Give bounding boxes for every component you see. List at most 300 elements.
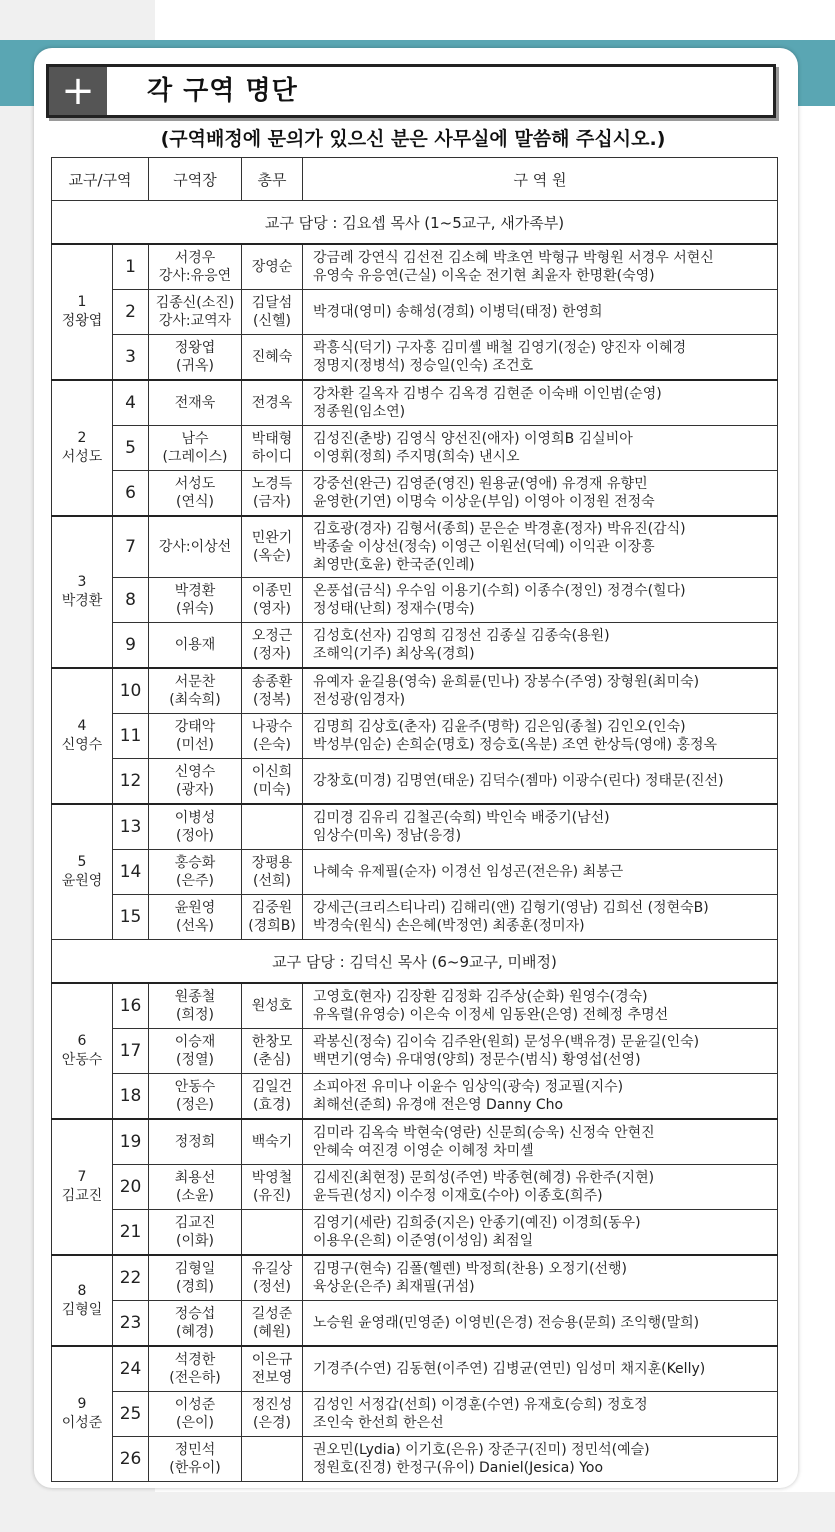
members-cell	[303, 1210, 778, 1256]
treasurer-cell	[242, 1029, 303, 1074]
table-row	[52, 290, 778, 335]
members-line: 김성진(춘방) 김영식 양선진(애자) 이영희B 김실비아	[313, 431, 633, 447]
treasurer-name: 길성준	[251, 1306, 293, 1322]
district-cell	[52, 983, 113, 1119]
zone-leader-cell	[149, 516, 242, 578]
members-line: 김미라 김옥숙 박현숙(영란) 신문희(승욱) 신정숙 안현진	[313, 1125, 655, 1141]
members-cell	[303, 1074, 778, 1120]
zone-leader-name: (최숙희)	[169, 692, 221, 708]
treasurer-name: (신헬)	[253, 313, 291, 329]
table-row	[52, 426, 778, 471]
members-cell	[303, 759, 778, 805]
zone-leader-name: 정승섭	[174, 1306, 216, 1322]
zone-leader-cell	[149, 668, 242, 714]
zone-leader-cell	[149, 1029, 242, 1074]
title-bar	[46, 64, 776, 118]
members-cell	[303, 1165, 778, 1210]
zone-number: 17	[113, 1029, 149, 1074]
members-line: 박성부(임순) 손희순(명호) 정승호(옥분) 조연 한상득(영애) 홍정옥	[313, 737, 718, 753]
members-line: 백면기(영숙) 유대영(양희) 정문수(범식) 황영섭(선영)	[313, 1052, 641, 1068]
treasurer-name: 이은규	[251, 1352, 293, 1368]
treasurer-name: 원성호	[251, 998, 293, 1014]
zone-leader-name: 최용선	[174, 1170, 216, 1186]
members-line: 박경대(영미) 송해성(경희) 이병덕(태정) 한영희	[313, 304, 603, 320]
zone-leader-cell	[149, 714, 242, 759]
zone-number: 23	[113, 1301, 149, 1347]
members-line: 김명희 김상호(춘자) 김윤주(명학) 김은임(종철) 김인오(인숙)	[313, 719, 686, 735]
members-line: 이영휘(정희) 주지명(희숙) 낸시오	[313, 449, 520, 465]
table-header-row	[52, 158, 778, 201]
treasurer-name: 박영철	[251, 1170, 293, 1186]
district-cell	[52, 804, 113, 940]
members-line: 강창호(미경) 김명연(태운) 김덕수(젬마) 이광수(린다) 정태문(진선)	[313, 773, 724, 789]
members-line: 최해선(준희) 유경애 전은영 Danny Cho	[313, 1097, 564, 1113]
members-line: 정성태(난희) 정재수(명숙)	[313, 601, 475, 617]
members-line: 김미경 김유리 김철곤(숙희) 박인숙 배중기(남선)	[313, 810, 610, 826]
district-cell	[52, 244, 113, 380]
treasurer-name: 유길상	[251, 1261, 293, 1277]
treasurer-cell	[242, 804, 303, 850]
background-bottom-strip	[0, 1492, 835, 1532]
members-line: 윤득권(성지) 이수정 이재호(수아) 이종호(희주)	[313, 1188, 603, 1204]
zone-number: 5	[113, 426, 149, 471]
roster-table	[51, 157, 778, 1482]
zone-leader-name: (혜경)	[176, 1324, 214, 1340]
zone-leader-name: 정정희	[174, 1134, 216, 1150]
district-number: 5	[77, 854, 87, 870]
zone-leader-name: 이승재	[174, 1034, 216, 1050]
members-line: 소피아전 유미나 이윤수 임상익(광숙) 정교필(지수)	[313, 1079, 624, 1095]
zone-leader-name: 강사:이상선	[158, 539, 232, 555]
treasurer-name: (효경)	[253, 1097, 291, 1113]
zone-number: 1	[113, 244, 149, 290]
treasurer-cell	[242, 1392, 303, 1437]
zone-number: 9	[113, 623, 149, 669]
treasurer-cell	[242, 244, 303, 290]
zone-leader-cell	[149, 1392, 242, 1437]
table-row	[52, 1392, 778, 1437]
table-row	[52, 244, 778, 290]
district-leader: 윤원영	[61, 873, 103, 889]
table-row	[52, 471, 778, 517]
members-cell	[303, 578, 778, 623]
treasurer-cell	[242, 759, 303, 805]
zone-leader-cell	[149, 380, 242, 426]
members-line: 온풍섭(금식) 우수임 이용기(수희) 이종수(정인) 정경수(힐다)	[313, 583, 686, 599]
treasurer-name: (은숙)	[253, 737, 291, 753]
zone-leader-name: 서경우	[174, 250, 216, 266]
zone-leader-cell	[149, 1437, 242, 1482]
members-line: 정종원(임소연)	[313, 404, 406, 420]
zone-number: 10	[113, 668, 149, 714]
zone-number: 14	[113, 850, 149, 895]
members-cell	[303, 1437, 778, 1482]
members-line: 강차환 길옥자 김병수 김옥경 김현준 이숙배 이인범(순영)	[313, 386, 662, 402]
zone-leader-name: (경희)	[176, 1279, 214, 1295]
members-line: 나혜숙 유제필(순자) 이경선 임성곤(전은유) 최봉근	[313, 864, 624, 880]
zone-number: 6	[113, 471, 149, 517]
zone-leader-cell	[149, 578, 242, 623]
members-line: 곽봉신(정숙) 김이숙 김주완(원희) 문성우(백유경) 문윤길(인숙)	[313, 1034, 700, 1050]
members-line: 최영만(호윤) 한국준(인례)	[313, 557, 475, 573]
members-line: 이용우(은희) 이준영(이성임) 최점일	[313, 1233, 534, 1249]
treasurer-cell	[242, 850, 303, 895]
zone-number: 24	[113, 1346, 149, 1392]
members-cell	[303, 516, 778, 578]
zone-number: 21	[113, 1210, 149, 1256]
zone-leader-name: (위숙)	[176, 601, 214, 617]
members-line: 전성광(임경자)	[313, 692, 406, 708]
district-number: 3	[77, 574, 87, 590]
zone-leader-name: 신영수	[174, 764, 216, 780]
treasurer-name: 김일건	[251, 1079, 293, 1095]
treasurer-cell	[242, 516, 303, 578]
members-cell	[303, 1029, 778, 1074]
zone-number: 19	[113, 1119, 149, 1165]
district-number: 9	[77, 1396, 87, 1412]
zone-leader-name: 이성준	[174, 1397, 216, 1413]
zone-number: 20	[113, 1165, 149, 1210]
zone-number: 11	[113, 714, 149, 759]
zone-leader-cell	[149, 244, 242, 290]
table-row	[52, 1346, 778, 1392]
members-cell	[303, 244, 778, 290]
zone-leader-name: 남수	[181, 431, 209, 447]
members-line: 유옥렬(유영승) 이은숙 이정세 임동완(은영) 전혜정 추명선	[313, 1007, 669, 1023]
treasurer-cell	[242, 1210, 303, 1256]
members-cell	[303, 804, 778, 850]
district-leader: 박경환	[61, 593, 103, 609]
treasurer-name: 정진성	[251, 1397, 293, 1413]
zone-leader-name: 김종신(소진)	[155, 295, 235, 311]
zone-leader-name: (그레이스)	[162, 449, 228, 465]
zone-number: 18	[113, 1074, 149, 1120]
zone-number: 8	[113, 578, 149, 623]
members-line: 조인숙 한선희 한은선	[313, 1415, 444, 1431]
members-line: 정명지(정병석) 정승일(인숙) 조건호	[313, 358, 534, 374]
zone-number: 25	[113, 1392, 149, 1437]
treasurer-name: (혜원)	[253, 1324, 291, 1340]
treasurer-name: 박태형	[251, 431, 293, 447]
header-zone-leader: 구역장	[149, 158, 242, 201]
zone-number: 7	[113, 516, 149, 578]
treasurer-name: (유진)	[253, 1188, 291, 1204]
table-row	[52, 759, 778, 805]
members-line: 유영숙 유응연(근실) 이옥순 전기현 최윤자 한명환(숙영)	[313, 268, 655, 284]
district-leader: 서성도	[61, 449, 103, 465]
members-line: 유예자 윤길용(영숙) 윤희륜(민나) 장봉수(주영) 장형원(최미숙)	[313, 674, 700, 690]
treasurer-cell	[242, 895, 303, 940]
members-cell	[303, 380, 778, 426]
treasurer-name: 송종환	[251, 674, 293, 690]
members-cell	[303, 426, 778, 471]
treasurer-name: 장영순	[251, 259, 293, 275]
district-leader: 김교진	[61, 1188, 103, 1204]
district-cell	[52, 668, 113, 804]
zone-leader-cell	[149, 1210, 242, 1256]
treasurer-cell	[242, 1437, 303, 1482]
zone-leader-name: (선옥)	[176, 918, 214, 934]
members-line: 임상수(미옥) 정남(응경)	[313, 828, 462, 844]
table-row	[52, 1210, 778, 1256]
members-line: 윤영한(기연) 이명숙 이상운(부임) 이영아 이정원 전정숙	[313, 494, 655, 510]
header-district: 교구/구역	[52, 158, 149, 201]
zone-leader-name: 정왕엽	[174, 340, 216, 356]
members-line: 김영기(세란) 김희중(지은) 안종기(예진) 이경희(동우)	[313, 1215, 641, 1231]
members-line: 김명구(현숙) 김폴(헬렌) 박정희(찬용) 오정기(선행)	[313, 1261, 628, 1277]
district-number: 8	[77, 1282, 87, 1299]
table-row	[52, 623, 778, 669]
zone-leader-name: (소윤)	[176, 1188, 214, 1204]
zone-leader-name: 안동수	[174, 1079, 216, 1095]
treasurer-name: (은경)	[253, 1415, 291, 1431]
section-label: 교구 담당 : 김요셉 목사 (1~5교구, 새가족부)	[52, 201, 778, 245]
treasurer-cell	[242, 1074, 303, 1120]
zone-leader-cell	[149, 1346, 242, 1392]
members-line: 고영호(현자) 김장환 김정화 김주상(순화) 원영수(경숙)	[313, 989, 648, 1005]
members-line: 강중선(완근) 김영준(영진) 원용균(영애) 유경재 유향민	[313, 476, 648, 492]
zone-leader-name: (정아)	[176, 828, 214, 844]
members-cell	[303, 1301, 778, 1347]
treasurer-name: 장평용	[251, 855, 293, 871]
district-cell	[52, 380, 113, 516]
district-cell	[52, 1346, 113, 1482]
treasurer-name: (선희)	[253, 873, 291, 889]
zone-leader-name: (희정)	[176, 1007, 214, 1023]
zone-leader-name: (정은)	[176, 1097, 214, 1113]
treasurer-name: (춘심)	[253, 1052, 291, 1068]
zone-leader-cell	[149, 850, 242, 895]
section-header-row	[52, 201, 778, 245]
treasurer-name: 김달섬	[251, 295, 293, 311]
district-leader: 안동수	[61, 1052, 103, 1068]
table-row	[52, 1301, 778, 1347]
table-row	[52, 516, 778, 578]
treasurer-name: 이신희	[251, 764, 293, 780]
treasurer-name: (경희B)	[248, 918, 296, 934]
treasurer-name: 전경옥	[251, 395, 293, 411]
members-line: 김세진(최현정) 문희성(주연) 박종현(혜경) 유한주(지현)	[313, 1170, 655, 1186]
zone-leader-name: (은이)	[176, 1415, 214, 1431]
notice-text: (구역배정에 문의가 있으신 분은 사무실에 말씀해 주십시오.)	[160, 128, 666, 150]
table-row	[52, 714, 778, 759]
treasurer-cell	[242, 1301, 303, 1347]
members-cell	[303, 1346, 778, 1392]
treasurer-cell	[242, 380, 303, 426]
zone-leader-name: 강사:유응연	[158, 268, 232, 284]
zone-number: 26	[113, 1437, 149, 1482]
zone-leader-cell	[149, 804, 242, 850]
zone-leader-name: (귀옥)	[176, 358, 214, 374]
treasurer-cell	[242, 668, 303, 714]
treasurer-cell	[242, 471, 303, 517]
treasurer-name: 나광수	[251, 719, 293, 735]
members-cell	[303, 335, 778, 381]
zone-leader-cell	[149, 983, 242, 1029]
treasurer-name: 하이디	[251, 449, 293, 465]
members-cell	[303, 290, 778, 335]
zone-leader-name: 서성도	[174, 476, 216, 492]
members-line: 강금례 강연식 김선전 김소혜 박초연 박형규 박형원 서경우 서현신	[313, 250, 714, 266]
members-line: 김성인 서정갑(선희) 이경훈(수연) 유재호(승희) 정호정	[313, 1397, 648, 1413]
zone-leader-name: 이용재	[174, 637, 216, 653]
members-cell	[303, 983, 778, 1029]
zone-leader-cell	[149, 623, 242, 669]
members-line: 기경주(수연) 김동현(이주연) 김병균(연민) 임성미 채지훈(Kelly)	[313, 1361, 706, 1377]
zone-leader-cell	[149, 1165, 242, 1210]
treasurer-name: (정자)	[253, 646, 291, 662]
members-cell	[303, 1119, 778, 1165]
zone-leader-name: 원종철	[174, 989, 216, 1005]
zone-leader-name: (이화)	[176, 1233, 214, 1249]
district-leader: 이성준	[61, 1415, 103, 1431]
treasurer-name: 백숙기	[251, 1134, 293, 1150]
zone-leader-cell	[149, 335, 242, 381]
treasurer-cell	[242, 714, 303, 759]
zone-leader-name: 서문찬	[174, 674, 216, 690]
members-line: 정원호(진경) 한정구(유이) Daniel(Jesica) Yoo	[313, 1460, 604, 1476]
treasurer-cell	[242, 983, 303, 1029]
table-row	[52, 850, 778, 895]
zone-leader-cell	[149, 895, 242, 940]
treasurer-cell	[242, 335, 303, 381]
zone-number: 2	[113, 290, 149, 335]
district-number: 1	[77, 294, 87, 310]
treasurer-name: (옥순)	[253, 548, 291, 564]
zone-leader-name: (한유이)	[169, 1460, 221, 1476]
members-line: 김성호(선자) 김영희 김정선 김종실 김종숙(용원)	[313, 628, 610, 644]
zone-leader-name: (정열)	[176, 1052, 214, 1068]
table-row	[52, 1074, 778, 1120]
members-line: 육상운(은주) 최재필(귀섬)	[313, 1279, 475, 1295]
treasurer-cell	[242, 1346, 303, 1392]
treasurer-cell	[242, 1119, 303, 1165]
section-label: 교구 담당 : 김덕신 목사 (6~9교구, 미배정)	[52, 940, 778, 984]
members-cell	[303, 1392, 778, 1437]
treasurer-cell	[242, 623, 303, 669]
members-line: 곽흥식(덕기) 구자홍 김미셸 배철 김영기(정순) 양진자 이혜경	[313, 340, 687, 356]
zone-leader-name: 윤원영	[174, 900, 216, 916]
zone-leader-name: 강태악	[174, 719, 216, 735]
table-row	[52, 983, 778, 1029]
treasurer-name: (미숙)	[253, 782, 291, 798]
zone-leader-name: 홍승화	[174, 855, 216, 871]
members-cell	[303, 471, 778, 517]
district-leader: 정왕엽	[61, 313, 103, 329]
table-row	[52, 578, 778, 623]
treasurer-cell	[242, 426, 303, 471]
zone-leader-cell	[149, 1119, 242, 1165]
zone-leader-name: 강사:교역자	[158, 313, 232, 329]
zone-leader-name: (연식)	[176, 494, 214, 510]
treasurer-cell	[242, 1165, 303, 1210]
members-line: 노승원 윤영래(민영준) 이영빈(은경) 전승용(문희) 조익행(말희)	[313, 1315, 700, 1331]
zone-leader-name: 이병성	[174, 810, 216, 826]
treasurer-name: (영자)	[253, 601, 291, 617]
table-row	[52, 804, 778, 850]
district-number: 6	[77, 1033, 87, 1049]
table-row	[52, 1029, 778, 1074]
zone-leader-name: 정민석	[174, 1442, 216, 1458]
header-members: 구 역 원	[303, 158, 778, 201]
zone-leader-name: 박경환	[174, 583, 216, 599]
treasurer-cell	[242, 578, 303, 623]
zone-number: 12	[113, 759, 149, 805]
members-cell	[303, 668, 778, 714]
district-leader: 김형일	[61, 1301, 103, 1318]
zone-leader-name: (광자)	[176, 782, 214, 798]
table-row	[52, 1255, 778, 1301]
page-title: 각 구역 명단	[147, 76, 298, 106]
zone-number: 4	[113, 380, 149, 426]
table-row	[52, 1165, 778, 1210]
district-cell	[52, 516, 113, 668]
plus-icon: +	[49, 67, 107, 115]
members-cell	[303, 850, 778, 895]
treasurer-name: 진혜숙	[251, 349, 293, 365]
treasurer-name: 김중원	[251, 900, 293, 916]
district-number: 4	[77, 718, 87, 734]
roster-body	[52, 201, 778, 1482]
zone-leader-name: (미선)	[176, 737, 214, 753]
table-row	[52, 895, 778, 940]
district-cell	[52, 1119, 113, 1255]
zone-leader-name: 전재욱	[174, 395, 216, 411]
treasurer-name: (정선)	[253, 1279, 291, 1295]
members-line: 김호광(경자) 김형서(종희) 문은순 박경훈(정자) 박유진(감식)	[313, 521, 686, 537]
zone-number: 22	[113, 1255, 149, 1301]
treasurer-name: (정복)	[253, 692, 291, 708]
zone-leader-cell	[149, 1074, 242, 1120]
treasurer-cell	[242, 290, 303, 335]
zone-leader-cell	[149, 471, 242, 517]
treasurer-name: (금자)	[253, 494, 291, 510]
treasurer-name: 노경득	[251, 476, 293, 492]
members-line: 조해익(기주) 최상옥(경희)	[313, 646, 475, 662]
section-header-row	[52, 940, 778, 984]
treasurer-name: 이종민	[251, 583, 293, 599]
members-cell	[303, 714, 778, 759]
treasurer-name: 오정근	[251, 628, 293, 644]
zone-number: 15	[113, 895, 149, 940]
members-line: 권오민(Lydia) 이기호(은유) 장준구(진미) 정민석(예슬)	[313, 1442, 650, 1458]
table-row	[52, 380, 778, 426]
table-row	[52, 1119, 778, 1165]
zone-leader-name: (전은하)	[169, 1370, 221, 1386]
table-row	[52, 335, 778, 381]
zone-leader-name: 석경한	[174, 1352, 216, 1368]
district-number: 7	[77, 1169, 87, 1185]
zone-number: 3	[113, 335, 149, 381]
district-number: 2	[77, 430, 87, 446]
district-cell	[52, 1255, 113, 1346]
members-line: 박경숙(원식) 손은혜(박정연) 최종훈(정미자)	[313, 918, 585, 934]
zone-leader-cell	[149, 1255, 242, 1301]
table-row	[52, 668, 778, 714]
members-cell	[303, 623, 778, 669]
treasurer-name: 한창모	[251, 1034, 293, 1050]
zone-leader-name: 김교진	[174, 1215, 216, 1231]
header-treasurer: 총무	[242, 158, 303, 201]
zone-leader-cell	[149, 759, 242, 805]
zone-leader-name: 김형일	[174, 1261, 216, 1277]
zone-leader-cell	[149, 290, 242, 335]
zone-number: 13	[113, 804, 149, 850]
members-cell	[303, 895, 778, 940]
zone-leader-cell	[149, 426, 242, 471]
treasurer-cell	[242, 1255, 303, 1301]
zone-leader-cell	[149, 1301, 242, 1347]
